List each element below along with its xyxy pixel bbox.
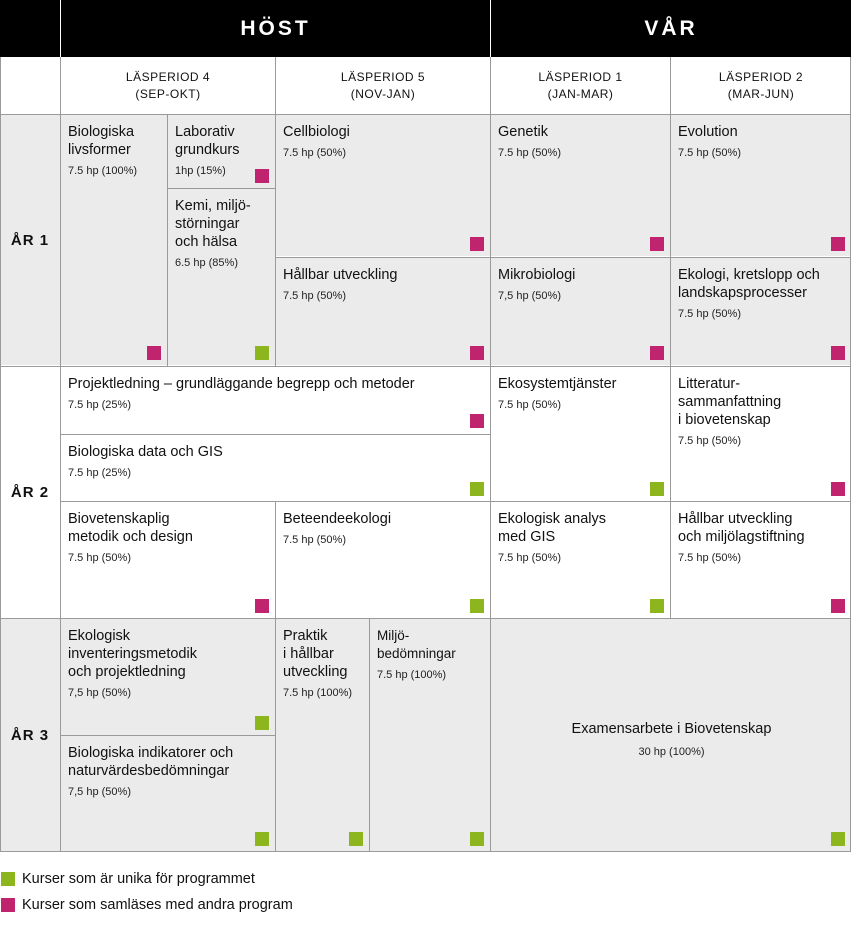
period-name: LÄSPERIOD 4 <box>125 69 211 84</box>
course-credits: 7.5 hp (50%) <box>498 147 561 159</box>
legend-label: Kurser som är unika för programmet <box>22 871 255 887</box>
course-title: Miljö- bedömningar <box>377 628 456 661</box>
course-title: Biologiska data och GIS <box>68 444 223 460</box>
course-title: Ekologisk inventeringsmetodik och projektledning <box>68 628 197 680</box>
course-credits: 7.5 hp (50%) <box>283 534 346 546</box>
course-title: Hållbar utveckling <box>283 267 398 283</box>
season-var-header: VÅR <box>491 0 851 57</box>
course-credits: 6.5 hp (85%) <box>175 257 238 269</box>
period-name: LÄSPERIOD 2 <box>718 69 804 84</box>
course-credits: 7.5 hp (25%) <box>68 467 131 479</box>
course-title: Kemi, miljö- störningar och hälsa <box>175 198 251 250</box>
period-dates: (NOV-JAN) <box>350 86 416 101</box>
course-credits: 7.5 hp (25%) <box>68 399 131 411</box>
course-title: Litteratur- sammanfattning i biovetenskap <box>678 376 782 428</box>
course-title: Hållbar utveckling och miljölagstiftning <box>678 511 805 545</box>
course-credits: 7.5 hp (50%) <box>678 147 741 159</box>
course-credits: 7.5 hp (50%) <box>68 552 131 564</box>
course-credits: 7.5 hp (50%) <box>498 552 561 564</box>
course-title: Biovetenskaplig metodik och design <box>68 511 193 545</box>
course-credits: 7.5 hp (100%) <box>283 687 353 699</box>
course-title: Cellbiologi <box>283 124 350 140</box>
year-label: ÅR 1 <box>0 115 60 365</box>
period-dates: (MAR-JUN) <box>727 86 795 101</box>
year-label: ÅR 3 <box>0 619 60 851</box>
year-label: ÅR 2 <box>10 484 50 501</box>
course-title: Evolution <box>678 124 738 140</box>
course-credits: 7,5 hp (50%) <box>498 290 561 302</box>
course-credits: 7.5 hp (50%) <box>498 399 561 411</box>
course-credits: 7.5 hp (100%) <box>68 165 138 177</box>
course-credits: 7.5 hp (50%) <box>283 147 346 159</box>
legend-item-shared <box>1 895 401 915</box>
course-credits: 7.5 hp (50%) <box>678 435 741 447</box>
period-dates: (SEP-OKT) <box>135 86 201 101</box>
course-credits: 7,5 hp (50%) <box>68 687 131 699</box>
legend-item-unique <box>1 869 401 889</box>
course-title: Ekosystemtjänster <box>498 376 617 392</box>
course-title: Beteendeekologi <box>283 511 392 527</box>
course-credits: 30 hp (100%) <box>638 746 705 758</box>
course-credits: 1hp (15%) <box>175 165 226 177</box>
course-credits: 7.5 hp (100%) <box>377 669 447 681</box>
legend-label: Kurser som samläses med andra program <box>22 897 293 913</box>
legend <box>1 869 401 921</box>
course-title: Biologiska indikatorer och naturvärdesbedömningar <box>68 745 234 779</box>
period-name: LÄSPERIOD 1 <box>538 69 623 84</box>
course-credits: 7,5 hp (50%) <box>68 786 131 798</box>
unique-color-swatch <box>1 872 15 886</box>
course-credits: 7.5 hp (50%) <box>678 552 741 564</box>
shared-color-swatch <box>1 898 15 912</box>
course-title: Mikrobiologi <box>498 267 576 283</box>
course-title: Genetik <box>498 124 548 140</box>
course-credits: 7.5 hp (50%) <box>678 308 741 320</box>
course-title: Examensarbete i Biovetenskap <box>571 721 772 737</box>
course-title: Projektledning – grundläggande begrepp och metoder <box>68 376 415 392</box>
period-name: LÄSPERIOD 5 <box>340 69 426 84</box>
course-title: Praktik i hållbar utveckling <box>283 628 348 680</box>
season-host-header: HÖST <box>61 0 490 57</box>
course-title: Ekologisk analys med GIS <box>498 511 606 545</box>
course-title: Ekologi, kretslopp och landskapsprocesser <box>678 267 820 301</box>
course-credits: 7.5 hp (50%) <box>283 290 346 302</box>
period-dates: (JAN-MAR) <box>547 86 614 101</box>
course-title: Laborativ grundkurs <box>175 124 240 158</box>
course-title: Biologiska livsformer <box>68 124 135 158</box>
